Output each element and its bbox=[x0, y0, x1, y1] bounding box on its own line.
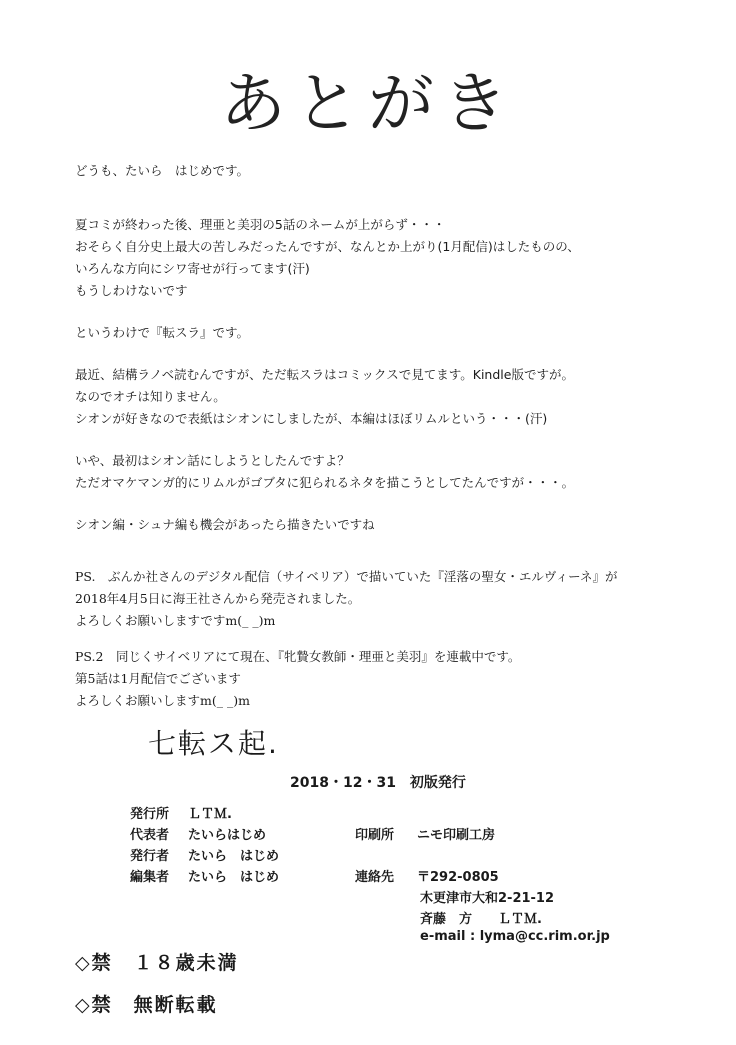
colophon-value: たいら はじめ bbox=[188, 849, 280, 864]
paragraph-line: もうしわけないです bbox=[75, 283, 188, 298]
paragraph-line: いろんな方向にシワ寄せが行ってます(汗) bbox=[75, 261, 310, 276]
colophon-row-printer bbox=[355, 824, 495, 843]
colophon-row-contact bbox=[355, 866, 499, 885]
contact-postal-code: 〒292-0805 bbox=[417, 870, 499, 885]
afterword-body bbox=[75, 160, 705, 712]
ps-line: よろしくお願いしますですm(_ _)m bbox=[75, 613, 276, 628]
colophon-value: ＬＴＭ. bbox=[188, 807, 232, 822]
ps-line: PS. ぶんか社さんのデジタル配信（サイベリア）で描いていた『淫落の聖女・エルヴィーネ』が bbox=[75, 569, 618, 584]
colophon-label: 編集者 bbox=[130, 870, 170, 885]
contact-email: e-mail : lyma@cc.rim.or.jp bbox=[420, 929, 610, 944]
colophon-label: 代表者 bbox=[130, 828, 170, 843]
paragraph-line: なのでオチは知りません。 bbox=[75, 389, 226, 404]
ps-line: 第5話は1月配信でございます bbox=[75, 671, 241, 686]
paragraph-line: というわけで『転スラ』です。 bbox=[75, 325, 250, 340]
colophon-row-representative bbox=[130, 824, 266, 843]
colophon-row-publisher bbox=[130, 803, 232, 822]
colophon-label: 印刷所 bbox=[355, 828, 395, 843]
greeting-line: どうも、たいら はじめです。 bbox=[75, 163, 250, 178]
colophon-row-editor bbox=[130, 866, 279, 885]
colophon-label: 発行者 bbox=[130, 849, 170, 864]
paragraph-line: いや、最初はシオン話にしようとしたんですよ？ bbox=[75, 453, 350, 468]
publication-date: 2018・12・31 初版発行 bbox=[290, 775, 466, 791]
warning-no-reproduction: ◇禁 無断転載 bbox=[75, 994, 218, 1016]
contact-address: 木更津市大和2-21-12 bbox=[420, 891, 555, 906]
colophon-value: たいらはじめ bbox=[188, 828, 267, 843]
ps-line: 2018年4月5日に海王社さんから発売されました。 bbox=[75, 591, 361, 606]
paragraph-line: シオン編・シュナ編も機会があったら描きたいですね bbox=[75, 517, 375, 532]
colophon-value: ニモ印刷工房 bbox=[417, 828, 496, 843]
paragraph-line: ただオマケマンガ的にリムルがゴブタに犯られるネタを描こうとしてたんですが・・・。 bbox=[75, 475, 575, 490]
book-title: 七転ス起. bbox=[148, 727, 279, 760]
ps-line: PS.2 同じくサイベリアにて現在、『牝贄女教師・理亜と美羽』を連載中です。 bbox=[75, 649, 521, 664]
paragraph-line: おそらく自分史上最大の苦しみだったんですが、なんとか上がり(1月配信)はしたものの、 bbox=[75, 239, 580, 254]
ps-line: よろしくお願いしますm(_ _)m bbox=[75, 693, 250, 708]
paragraph-line: 夏コミが終わった後、理亜と美羽の5話のネームが上がらず・・・ bbox=[75, 217, 446, 232]
warning-age-restriction: ◇禁 １８歳未満 bbox=[75, 952, 239, 974]
colophon-label: 連絡先 bbox=[355, 870, 395, 885]
contact-name: 斉藤 方 ＬＴＭ. bbox=[420, 912, 542, 927]
colophon-row-issuer bbox=[130, 845, 279, 864]
colophon-label: 発行所 bbox=[130, 807, 170, 822]
paragraph-line: シオンが好きなので表紙はシオンにしましたが、本編はほぼリムルという・・・(汗) bbox=[75, 411, 548, 426]
colophon-value: たいら はじめ bbox=[188, 870, 280, 885]
paragraph-line: 最近、結構ラノベ読むんですが、ただ転スラはコミックスで見てます。Kindle版ですが。 bbox=[75, 367, 574, 382]
page-title: あとがき bbox=[220, 65, 516, 142]
